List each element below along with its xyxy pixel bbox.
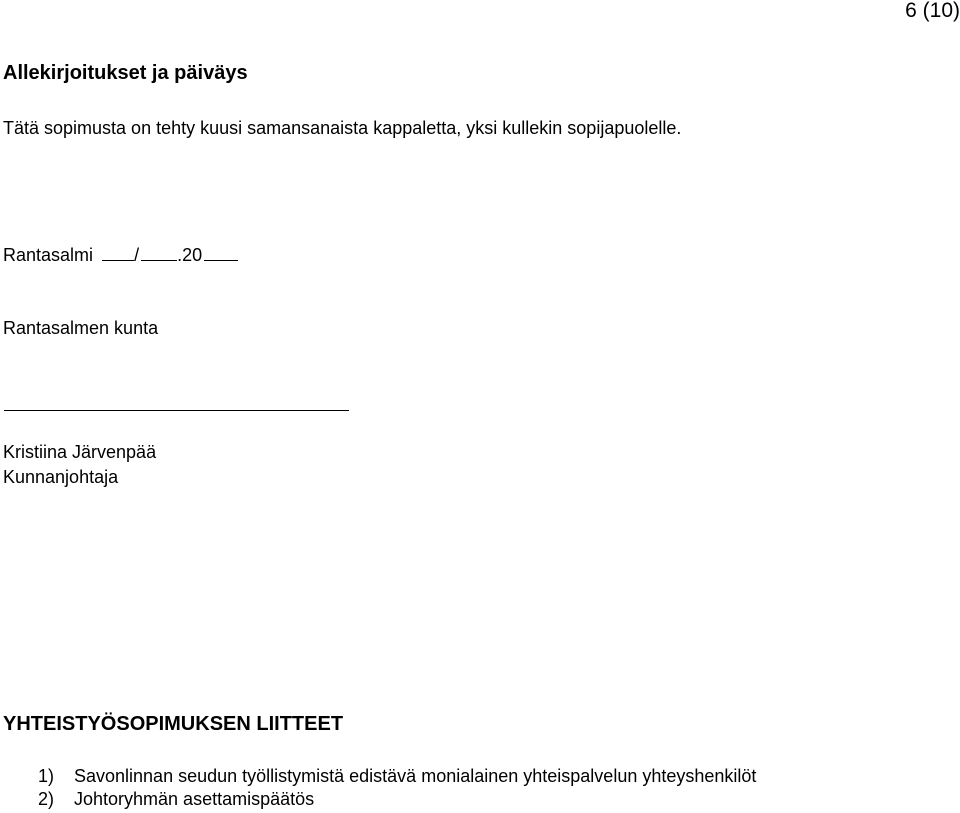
- attachments-list: [38, 765, 756, 811]
- attachment-item: [38, 765, 756, 788]
- place-name: Rantasalmi: [3, 245, 94, 265]
- attachment-item: [38, 788, 756, 811]
- signatures-heading: Allekirjoitukset ja päiväys: [3, 62, 248, 84]
- attachments-heading: YHTEISTYÖSOPIMUKSEN LIITTEET: [3, 713, 344, 735]
- attachment-text: Johtoryhmän asettamispäätös: [74, 789, 315, 809]
- signer-title: Kunnanjohtaja: [3, 467, 119, 487]
- attachment-number: 1): [38, 766, 55, 786]
- page-number: 6 (10): [905, 0, 960, 22]
- month-blank: [141, 242, 177, 261]
- year-blank: [204, 242, 238, 261]
- agreement-statement: Tätä sopimusta on tehty kuusi samansanaista kappaletta, yksi kullekin sopijapuolelle.: [3, 118, 682, 138]
- signer-name: Kristiina Järvenpää: [3, 442, 157, 462]
- attachment-number: 2): [38, 789, 55, 809]
- year-prefix: .20: [177, 245, 203, 265]
- place-date-line: [3, 242, 238, 266]
- date-separator: /: [134, 245, 140, 265]
- organization-name: Rantasalmen kunta: [3, 318, 159, 338]
- day-blank: [102, 242, 134, 261]
- signature-line: [4, 410, 349, 411]
- attachment-text: Savonlinnan seudun työllistymistä edistävä monialainen yhteispalvelun yhteyshenkilöt: [74, 766, 757, 786]
